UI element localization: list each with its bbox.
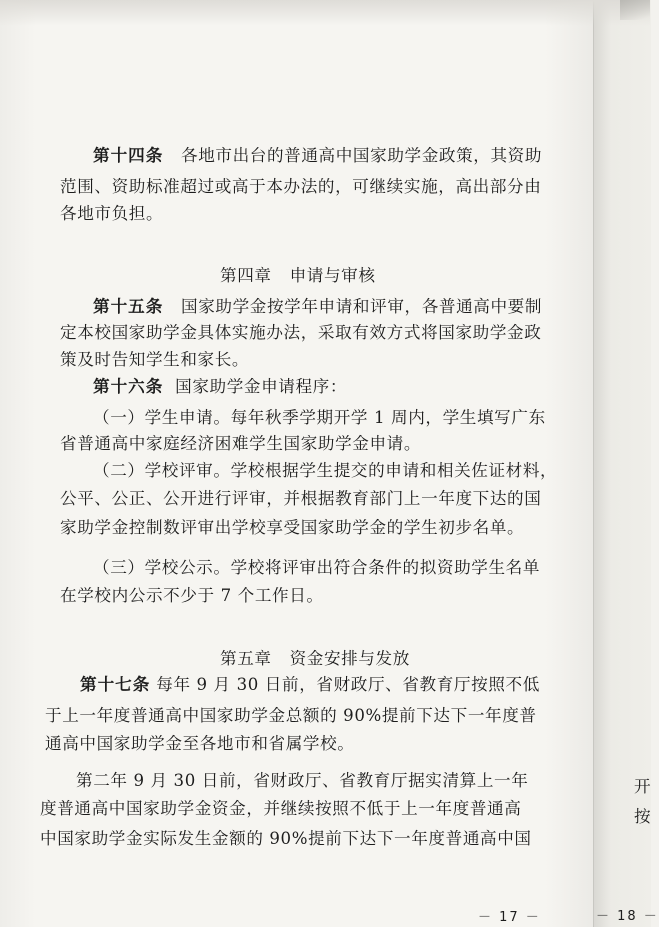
item-3-line-1 — [93, 557, 540, 579]
right-page-char-1: 开 — [634, 777, 651, 796]
item-1-line-2: 省普通高中家庭经济困难学生国家助学金申请。 — [60, 434, 422, 453]
paragraph-2-line-1: 第二年 9 月 30 日前，省财政厅、省教育厅据实清算上一年 — [76, 771, 529, 790]
item-3-text: 学校将评审出符合条件的拟资助学生名单 — [230, 558, 541, 577]
article-15-label: 第十五条 — [93, 297, 164, 316]
article-14-label: 第十四条 — [93, 146, 164, 165]
chapter-4-heading — [220, 265, 376, 287]
item-1-lead: （一）学生申请。 — [93, 408, 231, 427]
chapter-5-heading — [220, 648, 410, 670]
chapter-4-title: 申请与审核 — [289, 266, 376, 285]
article-16-text: 国家助学金申请程序： — [175, 377, 348, 396]
article-16-line-1 — [93, 376, 347, 398]
item-2-text: 学校根据学生提交的申请和相关佐证材料， — [230, 461, 558, 480]
right-page-char-2: 按 — [634, 807, 651, 826]
page-number-left: － 17 － — [478, 910, 541, 925]
chapter-5-title: 资金安排与发放 — [289, 649, 410, 668]
chapter-4-number: 第四章 — [220, 266, 272, 285]
article-15-line-2: 定本校国家助学金具体实施办法，采取有效方式将国家助学金政 — [60, 323, 542, 342]
article-17-label: 第十七条 — [80, 675, 151, 694]
article-14-line-1 — [93, 145, 542, 167]
page-number-right: － 18 － — [596, 909, 659, 924]
item-1-text: 每年秋季学期开学 1 周内，学生填写广东 — [230, 408, 546, 427]
article-17-text: 每年 9 月 30 日前，省财政厅、省教育厅按照不低 — [156, 675, 540, 694]
article-15-line-1 — [93, 296, 542, 318]
item-2-lead: （二）学校评审。 — [93, 461, 231, 480]
article-15-line-3: 策及时告知学生和家长。 — [60, 350, 250, 369]
scan-corner-mark — [620, 0, 650, 20]
item-3-lead: （三）学校公示。 — [93, 558, 231, 577]
item-2-line-1 — [93, 460, 557, 482]
article-14-line-3: 各地市负担。 — [60, 204, 164, 223]
chapter-5-number: 第五章 — [220, 649, 272, 668]
item-3-line-2: 在学校内公示不少于 7 个工作日。 — [60, 586, 324, 605]
paragraph-2-line-2: 度普通高中国家助学金资金，并继续按照不低于上一年度普通高 — [40, 799, 522, 818]
article-17-line-1 — [80, 674, 540, 696]
item-2-line-2: 公平、公正、公开进行评审，并根据教育部门上一年度下达的国 — [60, 489, 542, 508]
scan-top-shadow — [0, 0, 650, 26]
item-1-line-1 — [93, 407, 546, 429]
article-17-line-3: 通高中国家助学金至各地市和省属学校。 — [45, 734, 355, 753]
article-14-text: 各地市出台的普通高中国家助学金政策，其资助 — [181, 146, 543, 165]
item-2-line-3: 家助学金控制数评审出学校享受国家助学金的学生初步名单。 — [60, 518, 525, 537]
paragraph-2-line-3: 中国家助学金实际发生金额的 90%提前下达下一年度普通高中国 — [40, 829, 532, 848]
article-17-line-2: 于上一年度普通高中国家助学金总额的 90%提前下达下一年度普 — [45, 706, 537, 725]
article-15-text: 国家助学金按学年申请和评审，各普通高中要制 — [181, 297, 543, 316]
article-14-line-2: 范围、资助标准超过或高于本办法的，可继续实施，高出部分由 — [60, 177, 542, 196]
article-16-label: 第十六条 — [93, 377, 164, 396]
